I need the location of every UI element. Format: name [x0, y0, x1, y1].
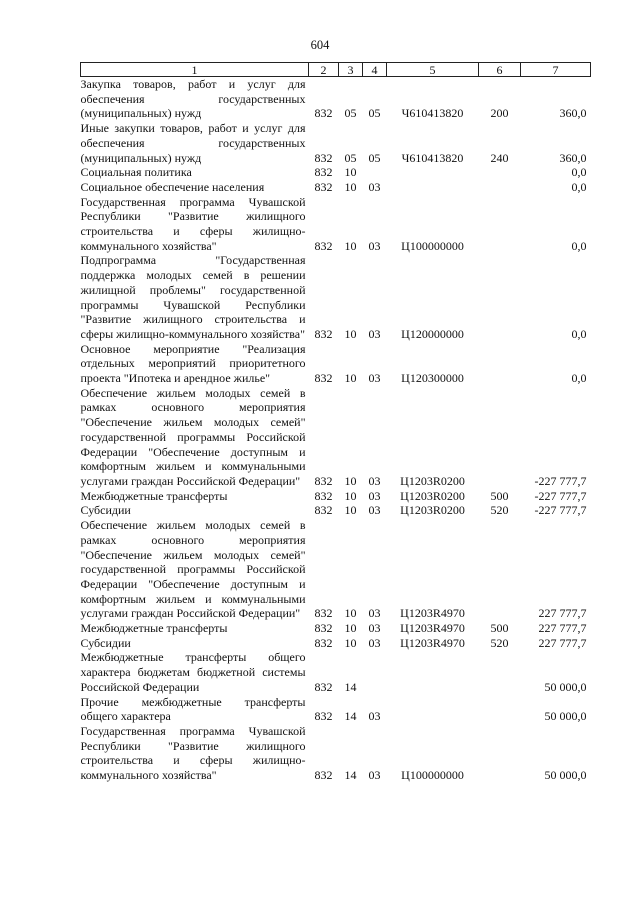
department-code: 832	[314, 488, 333, 503]
column-header-2: 2	[309, 63, 339, 77]
department-code: 832	[314, 621, 333, 636]
department-code: 832	[314, 679, 333, 694]
subsection-code: 03	[368, 709, 381, 724]
subsection-code	[363, 165, 387, 180]
row-description: Подпрограмма "Государственная поддержка молодых семей в решении жилищной проблемы" государственной программы Чувашской Республики "Развитие жилищного строительства и сферы жилищно-коммунального хозяйства"	[80, 253, 306, 341]
target-article-code	[387, 180, 479, 195]
expense-type-code: 200	[490, 106, 509, 121]
department-code: 832	[314, 165, 333, 180]
amount: 227 777,7	[538, 635, 587, 650]
amount: 227 777,7	[538, 606, 587, 621]
target-article-code: Ц1203R0200	[400, 503, 465, 518]
table-row	[81, 342, 591, 386]
expense-type-code	[479, 342, 521, 386]
table-row	[81, 165, 591, 180]
subsection-code: 03	[368, 503, 381, 518]
row-description: Социальная политика	[80, 165, 192, 180]
section-code: 10	[344, 165, 357, 180]
row-description: Субсидии	[80, 635, 131, 650]
subsection-code: 05	[368, 106, 381, 121]
expense-type-code	[479, 165, 521, 180]
expense-type-code: 500	[490, 488, 509, 503]
subsection-code: 03	[368, 179, 381, 194]
target-article-code: Ц1203R0200	[400, 473, 465, 488]
department-code: 832	[314, 606, 333, 621]
amount: 50 000,0	[544, 709, 587, 724]
target-article-code: Ц100000000	[401, 768, 464, 783]
table-row	[81, 489, 591, 504]
section-code: 10	[344, 606, 357, 621]
table-row	[81, 195, 591, 254]
subsection-code: 03	[368, 371, 381, 386]
expense-type-code	[479, 518, 521, 621]
subsection-code: 05	[368, 150, 381, 165]
subsection-code: 03	[368, 326, 381, 341]
amount: 50 000,0	[544, 679, 587, 694]
row-description: Межбюджетные трансферты общего характера бюджетам бюджетной системы Российской Федерации	[80, 650, 306, 694]
section-code: 10	[344, 488, 357, 503]
column-header-3: 3	[339, 63, 363, 77]
section-code: 10	[344, 326, 357, 341]
target-article-code: Ц120300000	[401, 371, 464, 386]
amount: 360,0	[559, 106, 587, 121]
row-description: Обеспечение жильем молодых семей в рамках основного мероприятия "Обеспечение жильем молодых семей" государственной программы Российской Федерации "Обеспечение доступным и комфортным жильем и коммунальными услугами граждан Российской Федерации"	[80, 518, 306, 621]
row-description: Межбюджетные трансферты	[80, 488, 228, 503]
section-code: 10	[344, 473, 357, 488]
expense-type-code	[479, 386, 521, 489]
table-row	[81, 503, 591, 518]
subsection-code: 03	[368, 238, 381, 253]
department-code: 832	[314, 709, 333, 724]
section-code: 14	[344, 768, 357, 783]
target-article-code	[387, 650, 479, 694]
table-row	[81, 695, 591, 724]
department-code: 832	[314, 768, 333, 783]
section-code: 05	[344, 150, 357, 165]
target-article-code: Ц1203R4970	[400, 621, 465, 636]
column-header-7: 7	[521, 63, 591, 77]
department-code: 832	[314, 473, 333, 488]
table-row	[81, 386, 591, 489]
row-description: Субсидии	[80, 503, 131, 518]
amount: -227 777,7	[534, 488, 587, 503]
department-code: 832	[314, 635, 333, 650]
target-article-code	[387, 695, 479, 724]
table-row	[81, 253, 591, 341]
row-description: Обеспечение жильем молодых семей в рамках основного мероприятия "Обеспечение жильем молодых семей" государственной программы Российской Федерации "Обеспечение доступным и комфортным жильем и коммунальными услугами граждан Российской Федерации"	[80, 385, 306, 488]
target-article-code: Ч610413820	[401, 106, 464, 121]
section-code: 05	[344, 106, 357, 121]
department-code: 832	[314, 150, 333, 165]
target-article-code	[387, 165, 479, 180]
section-code: 14	[344, 709, 357, 724]
subsection-code: 03	[368, 621, 381, 636]
amount: 0,0	[571, 371, 587, 386]
subsection-code: 03	[368, 635, 381, 650]
expense-type-code: 520	[490, 503, 509, 518]
amount: 227 777,7	[538, 621, 587, 636]
amount: 0,0	[571, 238, 587, 253]
section-code: 10	[344, 503, 357, 518]
page-number: 604	[310, 38, 330, 52]
amount: 360,0	[559, 150, 587, 165]
section-code: 10	[344, 621, 357, 636]
table-row	[81, 636, 591, 651]
target-article-code: Ч610413820	[401, 150, 464, 165]
expense-type-code	[479, 695, 521, 724]
expense-type-code	[479, 253, 521, 341]
row-description: Основное мероприятие "Реализация отдельных мероприятий приоритетного проекта "Ипотека и арендное жилье"	[80, 341, 306, 386]
amount: 50 000,0	[544, 768, 587, 783]
column-header-4: 4	[363, 63, 387, 77]
section-code: 10	[344, 238, 357, 253]
section-code: 10	[344, 179, 357, 194]
amount: 0,0	[571, 326, 587, 341]
subsection-code: 03	[368, 606, 381, 621]
table-row	[81, 650, 591, 694]
target-article-code: Ц1203R0200	[400, 488, 465, 503]
table-body	[81, 77, 591, 783]
target-article-code: Ц1203R4970	[400, 635, 465, 650]
expense-type-code	[479, 650, 521, 694]
amount: -227 777,7	[534, 473, 587, 488]
column-header-6: 6	[479, 63, 521, 77]
department-code: 832	[314, 371, 333, 386]
department-code: 832	[314, 179, 333, 194]
section-code: 14	[344, 679, 357, 694]
target-article-code: Ц120000000	[401, 326, 464, 341]
target-article-code: Ц100000000	[401, 238, 464, 253]
expense-type-code	[479, 724, 521, 783]
target-article-code: Ц1203R4970	[400, 606, 465, 621]
department-code: 832	[314, 326, 333, 341]
amount: 0,0	[571, 179, 587, 194]
department-code: 832	[314, 503, 333, 518]
table-row	[81, 121, 591, 165]
subsection-code	[363, 650, 387, 694]
amount: 0,0	[571, 165, 587, 180]
expense-type-code	[479, 195, 521, 254]
expense-type-code	[479, 180, 521, 195]
header-row	[81, 63, 591, 77]
table-row	[81, 180, 591, 195]
department-code: 832	[314, 106, 333, 121]
row-description: Государственная программа Чувашской Республики "Развитие жилищного строительства и сферы жилищно-коммунального хозяйства"	[80, 194, 306, 253]
row-description: Социальное обеспечение населения	[80, 179, 265, 194]
column-header-5: 5	[387, 63, 479, 77]
subsection-code: 03	[368, 473, 381, 488]
row-description: Иные закупки товаров, работ и услуг для обеспечения государственных (муниципальных) нужд	[80, 121, 306, 165]
subsection-code: 03	[368, 768, 381, 783]
table-row	[81, 77, 591, 122]
department-code: 832	[314, 238, 333, 253]
section-code: 10	[344, 371, 357, 386]
amount: -227 777,7	[534, 503, 587, 518]
expense-type-code: 240	[490, 150, 509, 165]
table-row	[81, 621, 591, 636]
row-description: Межбюджетные трансферты	[80, 621, 228, 636]
row-description: Прочие межбюджетные трансферты общего характера	[80, 694, 306, 724]
table-header	[81, 63, 591, 77]
subsection-code: 03	[368, 488, 381, 503]
table-row	[81, 724, 591, 783]
section-code: 10	[344, 635, 357, 650]
budget-table	[80, 62, 591, 783]
column-header-1: 1	[81, 63, 309, 77]
row-description: Закупка товаров, работ и услуг для обеспечения государственных (муниципальных) нужд	[80, 77, 306, 121]
table-row	[81, 518, 591, 621]
expense-type-code: 520	[490, 635, 509, 650]
row-description: Государственная программа Чувашской Республики "Развитие жилищного строительства и сферы жилищно-коммунального хозяйства"	[80, 723, 306, 783]
expense-type-code: 500	[490, 621, 509, 636]
